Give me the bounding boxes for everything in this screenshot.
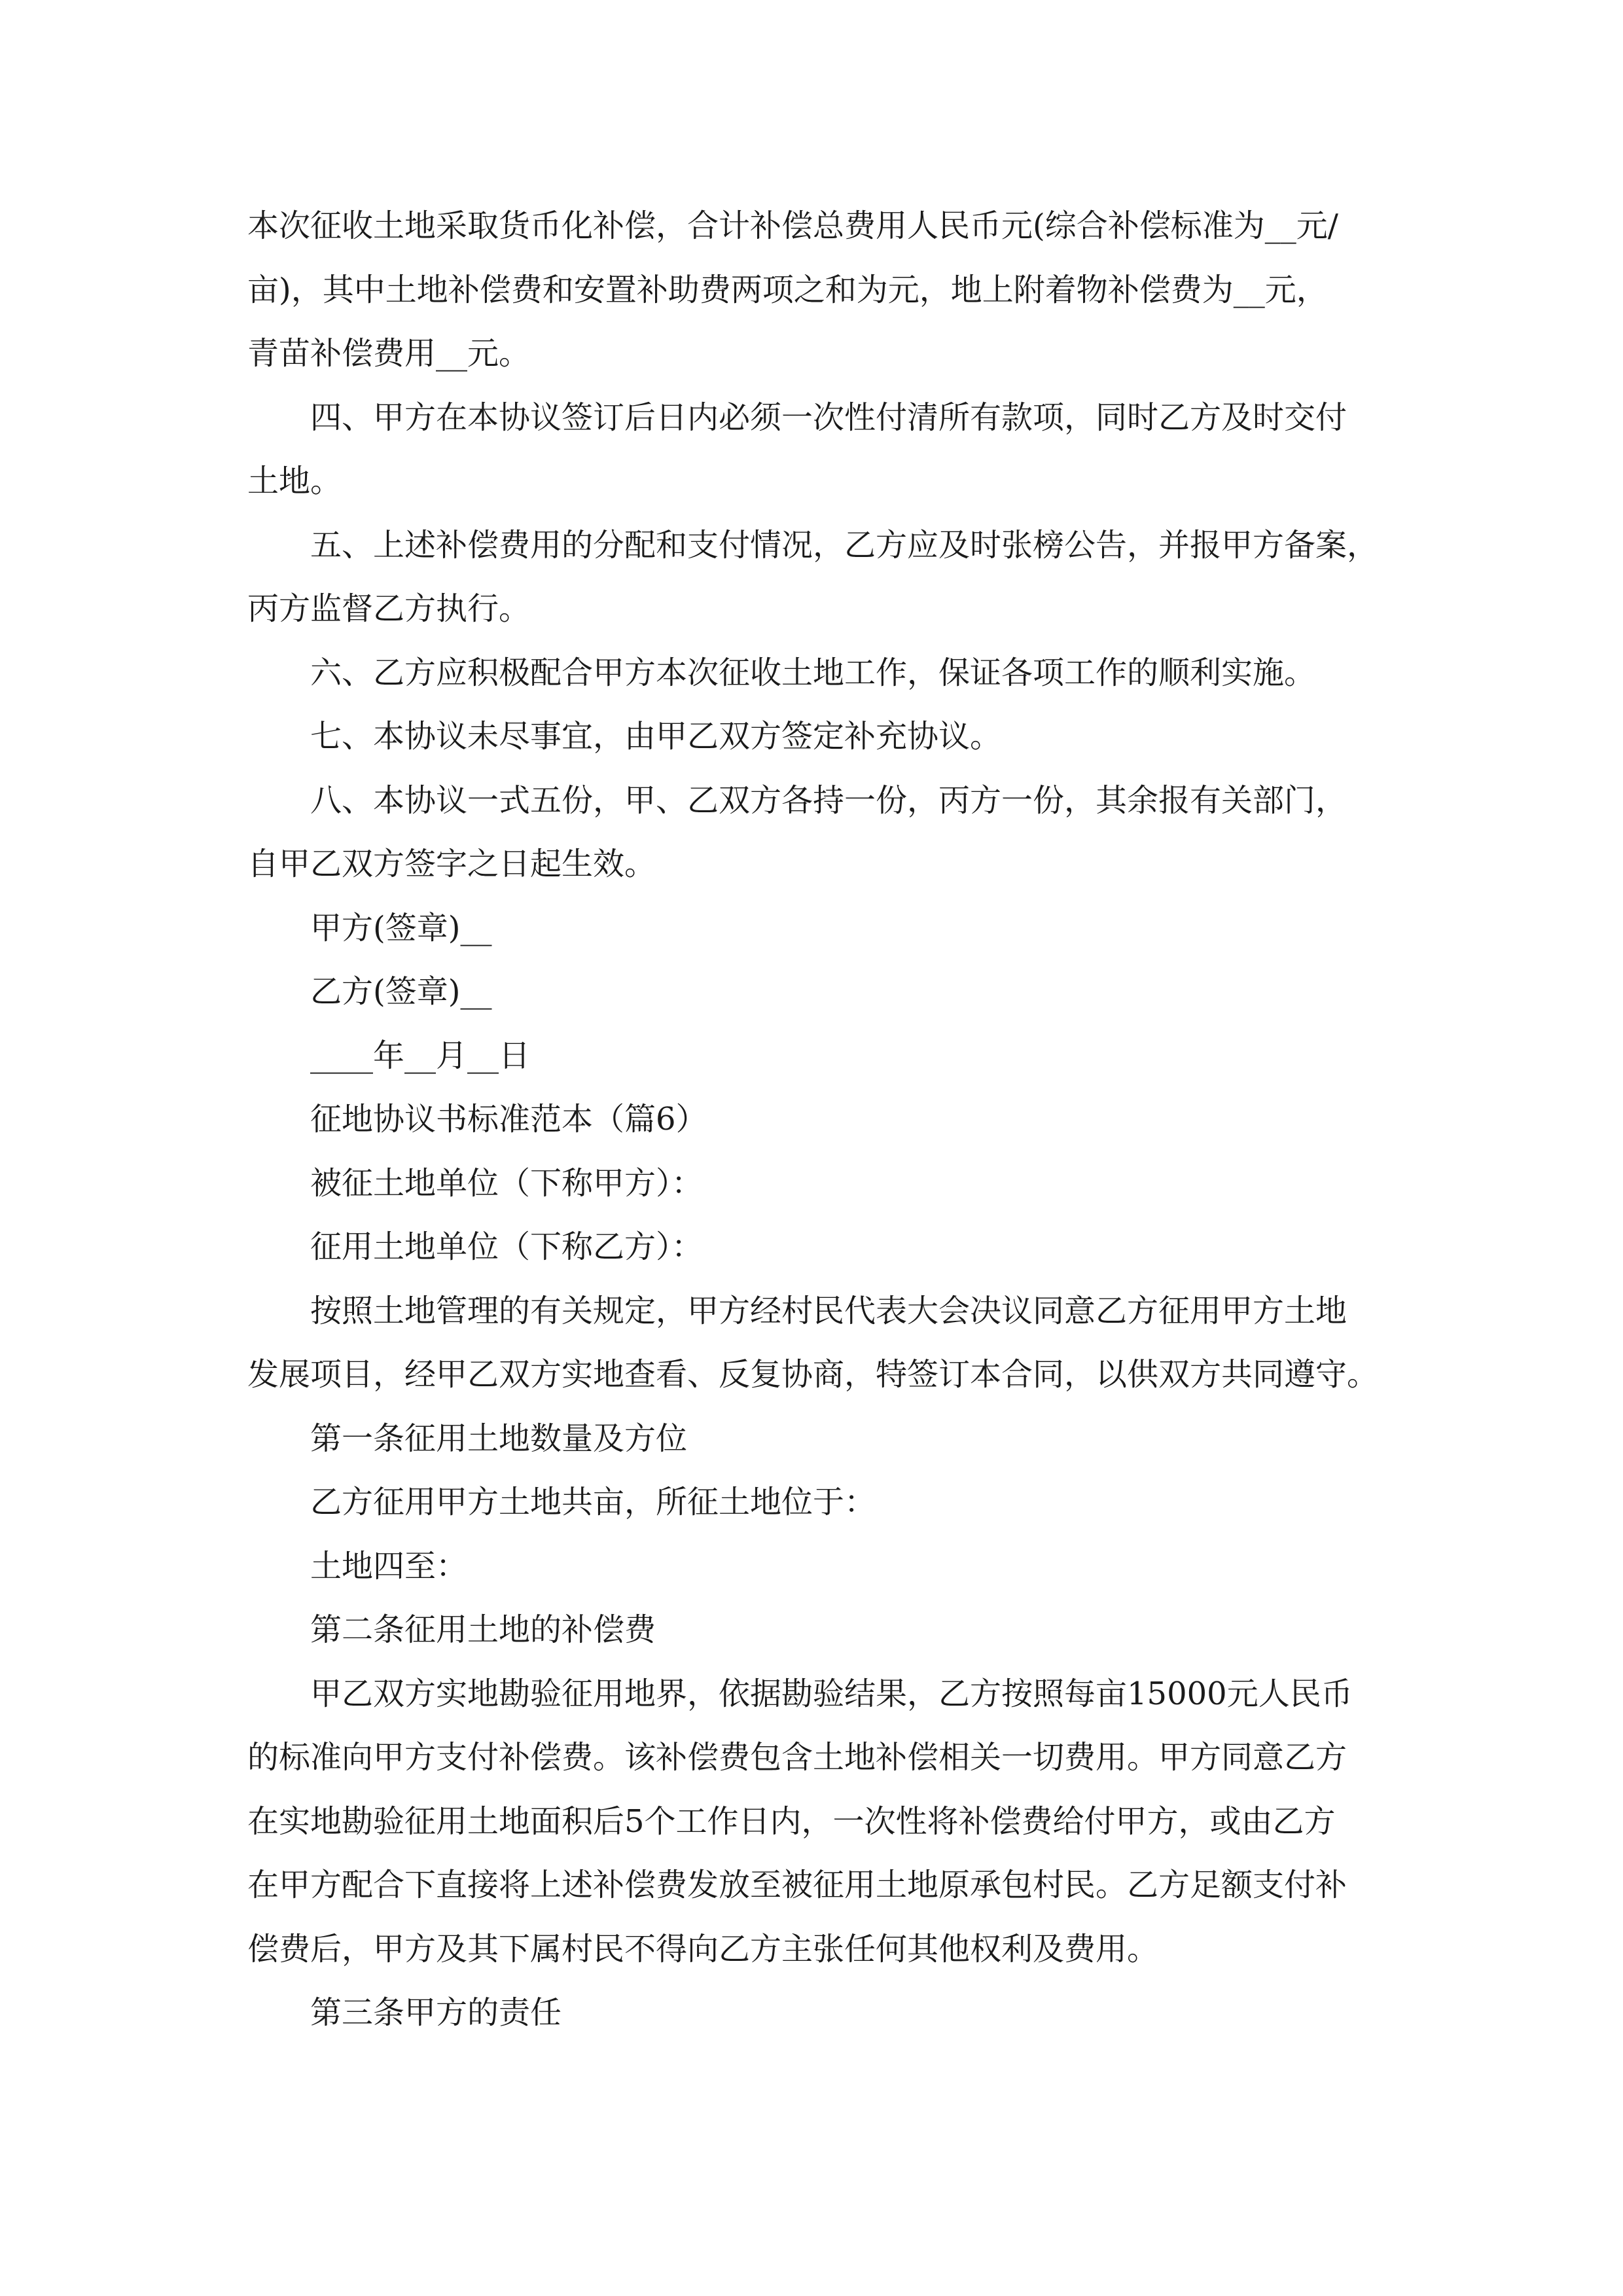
party-b-signature: 乙方(签章)__ bbox=[310, 973, 492, 1010]
body-line: 的标准向甲方支付补偿费。该补偿费包含土地补偿相关一切费用。甲方同意乙方 bbox=[247, 1739, 1347, 1776]
clause-seven: 七、本协议未尽事宜，由甲乙双方签定补充协议。 bbox=[310, 718, 1002, 755]
clause-six: 六、乙方应积极配合甲方本次征收土地工作，保证各项工作的顺利实施。 bbox=[310, 654, 1316, 691]
body-line: 发展项目，经甲乙双方实地查看、反复协商，特签订本合同，以供双方共同遵守。 bbox=[247, 1356, 1379, 1393]
article-one-heading: 第一条征用土地数量及方位 bbox=[310, 1420, 688, 1457]
body-line: 在实地勘验征用土地面积后5个工作日内，一次性将补偿费给付甲方，或由乙方 bbox=[247, 1803, 1336, 1840]
body-line: 在甲方配合下直接将上述补偿费发放至被征用土地原承包村民。乙方足额支付补 bbox=[247, 1867, 1347, 1903]
clause-four: 四、甲方在本协议签订后日内必须一次性付清所有款项，同时乙方及时交付 bbox=[310, 399, 1347, 436]
article-two-body: 甲乙双方实地勘验征用地界，依据勘验结果，乙方按照每亩15000元人民币 bbox=[310, 1675, 1353, 1712]
clause-eight: 八、本协议一式五份，甲、乙双方各持一份，丙方一份，其余报有关部门， bbox=[310, 781, 1347, 819]
article-one-body: 乙方征用甲方土地共亩，所征土地位于： bbox=[310, 1484, 876, 1520]
article-three-heading: 第三条甲方的责任 bbox=[310, 1994, 562, 2031]
body-line: 丙方监督乙方执行。 bbox=[247, 590, 531, 627]
party-b-label: 征用土地单位（下称乙方）： bbox=[310, 1229, 704, 1265]
document-body bbox=[247, 194, 1393, 2045]
body-line: 偿费后，甲方及其下属村民不得向乙方主张任何其他权利及费用。 bbox=[247, 1930, 1159, 1967]
body-line: 亩)，其中土地补偿费和安置补助费两项之和为元，地上附着物补偿费为__元， bbox=[247, 271, 1328, 308]
section-title: 征地协议书标准范本（篇6） bbox=[310, 1101, 707, 1138]
clause-five: 五、上述补偿费用的分配和支付情况，乙方应及时张榜公告，并报甲方备案， bbox=[310, 526, 1379, 564]
party-a-signature: 甲方(签章)__ bbox=[310, 909, 492, 946]
body-line: 青苗补偿费用__元。 bbox=[247, 335, 531, 372]
body-line: 土地。 bbox=[247, 463, 342, 499]
body-line: 自甲乙双方签字之日起生效。 bbox=[247, 846, 656, 882]
signing-date: ____年__月__日 bbox=[310, 1037, 531, 1074]
body-line: 本次征收土地采取货币化补偿，合计补偿总费用人民币元(综合补偿标准为__元/ bbox=[247, 207, 1338, 244]
preamble: 按照土地管理的有关规定，甲方经村民代表大会决议同意乙方征用甲方土地 bbox=[310, 1292, 1347, 1329]
land-boundaries: 土地四至： bbox=[310, 1547, 468, 1585]
party-a-label: 被征土地单位（下称甲方）： bbox=[310, 1164, 704, 1202]
article-two-heading: 第二条征用土地的补偿费 bbox=[310, 1611, 656, 1648]
